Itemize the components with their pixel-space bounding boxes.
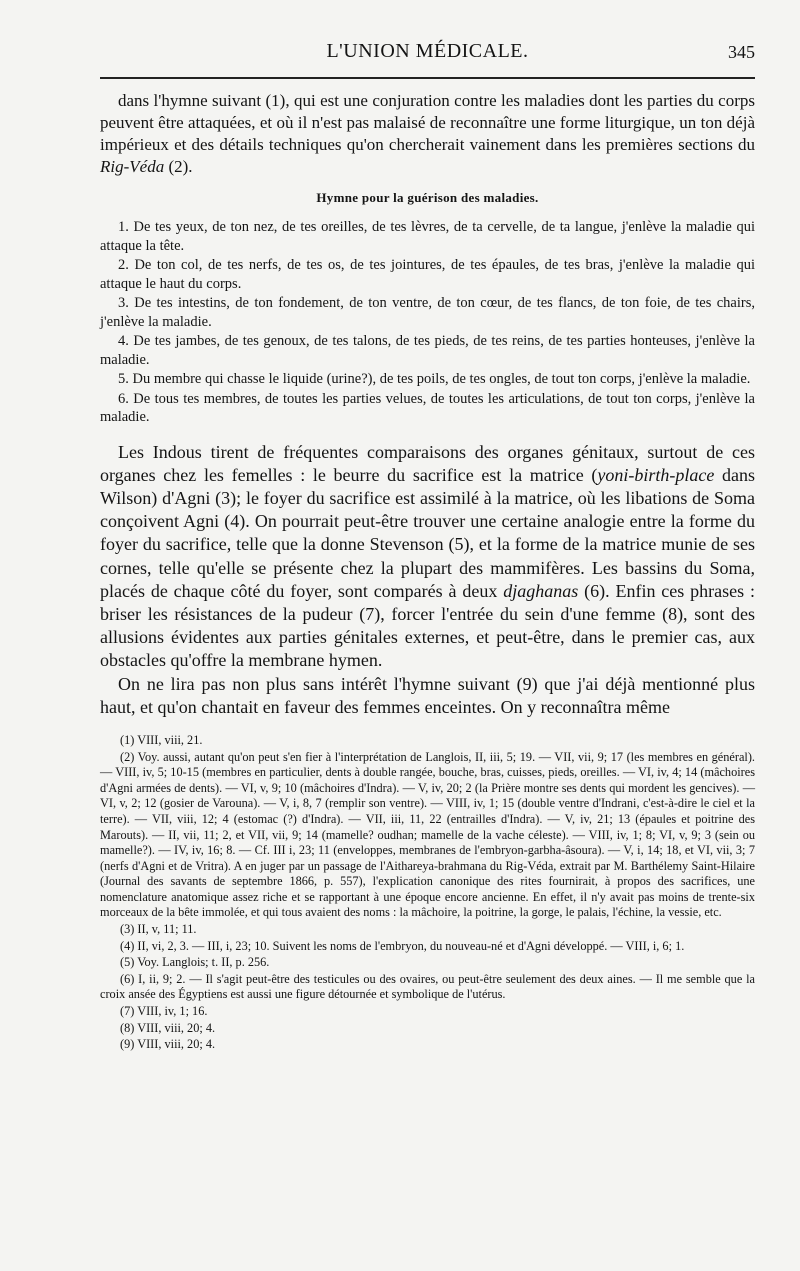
body-text xyxy=(100,90,755,1054)
footnotes xyxy=(100,733,755,1053)
verse-3: 3. De tes intestins, de ton fondement, de ton ventre, de ton cœur, de tes flancs, de ton foie, de tes chairs, j'enlève la maladie. xyxy=(100,295,755,330)
main-paragraph-2: On ne lira pas non plus sans intérêt l'hymne suivant (9) que j'ai déjà mentionné plus haut, et qu'on chantait en faveur des femmes enceintes. On y reconnaîtra même xyxy=(100,673,755,717)
footnote-1: (1) VIII, viii, 21. xyxy=(120,732,203,747)
footnote-5: (5) Voy. Langlois; t. II, p. 256. xyxy=(120,955,270,970)
intro-text: dans l'hymne suivant (1), qui est une conjuration contre les maladies dont les parties du corps peuvent être attaquées, et où il n'est pas malaisé de reconnaître une forme liturgique, un ton déjà impérieux et des détails techniques qu'on chercherait vainement dans les premières sections du xyxy=(100,91,755,154)
header-rule xyxy=(100,77,755,79)
footnote-9: (9) VIII, viii, 20; 4. xyxy=(120,1037,216,1052)
page-header xyxy=(100,40,755,72)
page-number: 345 xyxy=(728,42,755,62)
p1-text-c: dans Wilson) d'Agni (3); le foyer du sacrifice est assimilé à la matrice, où les libations de Soma conçoivent Agni (4). On pourrait peut-être trouver une certaine analogie entre la forme du foyer du sacrifice, telle que la donne Stevenson (5), et la forme de la matrice munie de ses cornes, telle qu'elle se présente chez la plupart des mammifères. Les bassins du Soma, placés de chaque côté du foyer, sont comparés à deux xyxy=(100,464,755,601)
footnote-3: (3) II, v, 11; 11. xyxy=(120,922,197,937)
footnote-8: (8) VIII, viii, 20; 4. xyxy=(120,1020,216,1035)
intro-italic: Rig-Véda xyxy=(100,157,165,176)
footnote-4: (4) II, vi, 2, 3. — III, i, 23; 10. Suivent les noms de l'embryon, du nouveau-né et d'Agni développé. — VIII, i, 6; 1. xyxy=(120,938,685,953)
footnote-6: (6) I, ii, 9; 2. — Il s'agit peut-être des testicules ou des ovaires, ou peut-être seulement des deux aines. — Il me semble que la croix ansée des Égyptiens est aussi une figure détournée et symbolique de l'utérus. xyxy=(100,971,755,1002)
p1-italic-b: yoni-birth-place xyxy=(597,464,715,485)
hymn-title: Hymne pour la guérison des maladies. xyxy=(316,190,539,205)
p1-text-a: Les Indous tirent de fréquentes comparaisons des organes génitaux, surtout de ces organes chez les femelles : le beurre du sacrifice est la matrice ( xyxy=(100,441,755,485)
running-title: L'UNION MÉDICALE. xyxy=(326,40,529,62)
verse-5: 5. Du membre qui chasse le liquide (urine?), de tes poils, de tes ongles, de tout ton corps, j'enlève la maladie. xyxy=(118,371,751,387)
p1-text-e: (6). Enfin ces phrases : briser les résistances de la pudeur (7), forcer l'entrée du sein d'une femme (8), sont des allusions évidentes aux parties génitales externes, et peut-être, dans le premier cas, aux obstacles qu'offre la membrane hymen. xyxy=(100,580,755,671)
main-paragraph-1 xyxy=(100,441,755,673)
intro-text-end: (2). xyxy=(164,157,193,176)
verse-1: 1. De tes yeux, de ton nez, de tes oreilles, de tes lèvres, de ta cervelle, de ta langue, j'enlève la maladie qui attaque la tête. xyxy=(100,219,755,254)
verse-2: 2. De ton col, de tes nerfs, de tes os, de tes jointures, de tes épaules, de tes bras, j'enlève la maladie qui attaque le haut du corps. xyxy=(100,257,755,292)
verse-6: 6. De tous tes membres, de toutes les parties velues, de toutes les articulations, de tout ton corps, j'enlève la maladie. xyxy=(100,390,755,425)
footnote-2: (2) Voy. aussi, autant qu'on peut s'en fier à l'interprétation de Langlois, II, iii, 5; 19. — VII, vii, 9; 17 (les membres en général). — VIII, iv, 5; 10-15 (membres en particulier, dents à double rangée, bouche, bras, cuisses, pieds, oreilles. — VI, iv, 4; 14 (mâchoires d'Agni armées de dents). — VI, v, 9; 10 (mâchoires d'Indra). — V, iv, 20; 2 (la Prière montre ses dents qui mordent les gencives). — VI, v, 2; 12 (gosier de Varouna). — V, i, 8, 7 (remplir son ventre). — VIII, iv, 1; 15 (double ventre d'Indrani, c'est-à-dire le ciel et la terre). — VII, viii, 12; 4 (estomac (?) d'Indra). — VII, iii, 11, 22 (entrailles d'Indra). — V, iv, 21; 13 (épaules et poitrine des Marouts). — II, vii, 11; 2, et VII, vii, 9; 14 (mamelle? oudhan; mamelle de la vache céleste). — VIII, iv, 1; 8; VI, v, 9; 3 (sein ou mamelle?). — IV, iv, 16; 8. — Cf. III i, 23; 11 (enveloppes, membranes de l'embryon-garbha-âsoura). — V, i, 14; 18, et VI, vii, 3; 7 (nerfs d'Agni et de Vritra). A en juger par un passage de l'Aithareya-brahmana du Rig-Véda, extrait par M. Barthélemy Saint-Hilaire (Journal des savants de septembre 1866, p. 557), l'explication canonique des rites fournirait, à propos des sacrifices, une nomenclature anatomique assez riche et se rapportant à une époque encore ancienne. En effet, il n'y avait pas moins de trente-six morceaux de la bête immolée, et qui tous avaient des noms : la mâchoire, la poitrine, la gorge, le palais, l'échine, la vessie, etc. xyxy=(100,749,755,920)
footnote-7: (7) VIII, iv, 1; 16. xyxy=(120,1004,208,1019)
p1-italic-d: djaghanas xyxy=(503,580,579,601)
verse-4: 4. De tes jambes, de tes genoux, de tes talons, de tes pieds, de tes reins, de tes parties honteuses, j'enlève la maladie. xyxy=(100,333,755,368)
intro-paragraph xyxy=(100,90,755,178)
